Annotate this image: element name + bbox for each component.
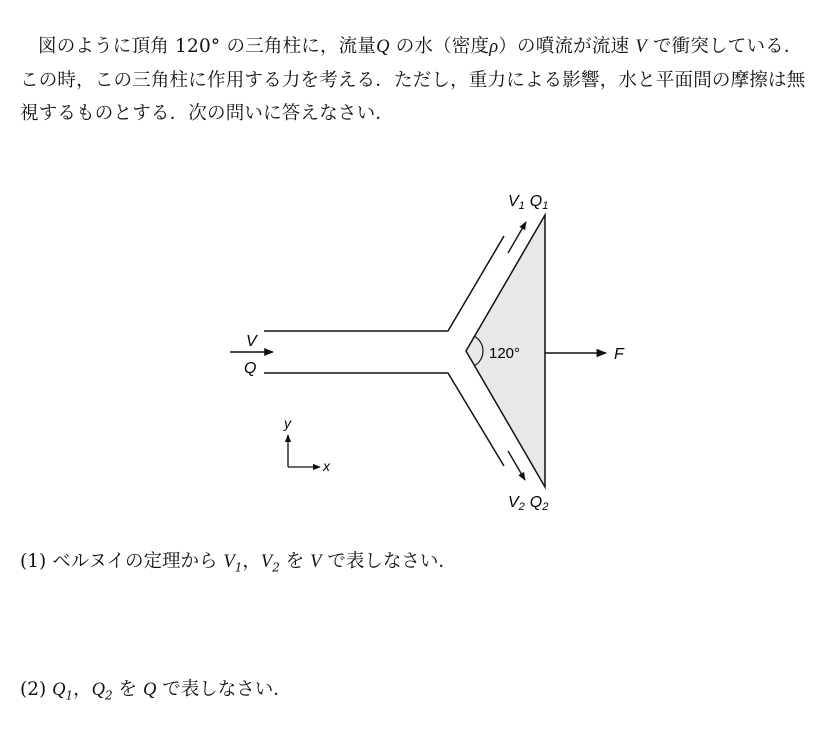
q1-v1-symbol: V (223, 552, 235, 572)
problem-text-3: の水（密度 (395, 36, 490, 57)
q2-q1-symbol: Q (52, 680, 66, 700)
v2-symbol: V (508, 494, 519, 511)
upper-outlet-label (508, 193, 548, 212)
problem-text-1: 図のように頂角 (38, 36, 169, 57)
jet-upper-boundary (264, 236, 504, 331)
force-label: F (614, 346, 624, 363)
q1-v2-symbol: V (260, 552, 273, 572)
lower-outlet-label (508, 494, 548, 513)
problem-text-5: で衝突している．この時，この三角柱に作用する力を考える．ただし，重力による影響，水と平面間の摩擦は無視するものとする．次の問いに答えなさい． (20, 36, 806, 124)
question-2 (20, 677, 292, 709)
inlet-flow-label: Q (244, 360, 257, 377)
q2-q-symbol: Q (142, 680, 157, 700)
upper-flow-arrow (508, 222, 526, 253)
question-1-text-b: を (285, 551, 305, 572)
problem-text-2: の三角柱に，流量 (226, 36, 377, 57)
velocity-symbol: V (635, 37, 647, 57)
density-symbol: ρ (489, 37, 499, 57)
apex-angle-label: 120° (489, 345, 521, 362)
q1-separator: ， (242, 551, 261, 572)
question-1-number: (1) (20, 551, 47, 572)
q1-v-symbol: V (310, 552, 322, 572)
question-2-text-c: で表しなさい． (162, 679, 292, 700)
q2-symbol: Q (529, 494, 543, 511)
v1-symbol: V (508, 193, 519, 210)
lower-flow-arrow (508, 451, 525, 480)
question-1-text-c: で表しなさい． (327, 551, 457, 572)
problem-text-4: ）の噴流が流速 (498, 36, 630, 57)
v2-subscript: 2 (518, 501, 525, 513)
q2-q2-subscript: 2 (105, 688, 113, 703)
q1-subscript: 1 (542, 200, 549, 212)
question-1 (20, 549, 457, 581)
question-2-text-b: を (118, 679, 138, 700)
q2-separator: ， (73, 679, 92, 700)
apex-angle-value: 120° (175, 36, 221, 57)
question-1-text-a: ベルヌイの定理から (52, 551, 218, 572)
question-2-number: (2) (20, 679, 47, 700)
q1-v2-subscript: 2 (272, 560, 280, 575)
v1-subscript: 1 (518, 200, 525, 212)
flow-rate-symbol: Q (376, 37, 390, 57)
q2-subscript: 2 (542, 501, 549, 513)
q2-q1-subscript: 1 (65, 688, 74, 703)
inlet-velocity-label: V (246, 333, 257, 350)
x-axis-label: x (323, 458, 330, 474)
q1-symbol: Q (529, 193, 543, 210)
jet-lower-boundary (264, 373, 504, 466)
q1-v1-subscript: 1 (234, 560, 243, 575)
y-axis-label: y (284, 415, 291, 431)
q2-q2-symbol: Q (91, 680, 106, 700)
